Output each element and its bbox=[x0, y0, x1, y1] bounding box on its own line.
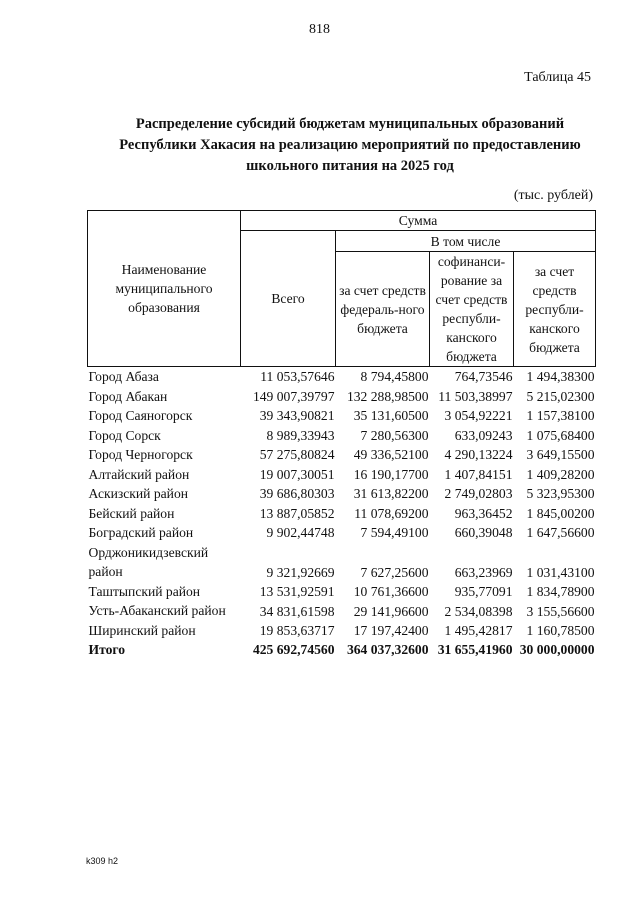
cell-total: 9 321,92669 bbox=[266, 564, 335, 580]
cell-total: 39 343,90821 bbox=[259, 408, 335, 424]
page-number: 818 bbox=[309, 22, 330, 37]
cell-cofinancing: 1 407,84151 bbox=[444, 466, 513, 482]
cell-republican: 3 649,15500 bbox=[526, 447, 595, 463]
cell-cofinancing: 764,73546 bbox=[454, 369, 513, 385]
table-row bbox=[88, 543, 596, 582]
cell-republican: 1 834,78900 bbox=[526, 583, 595, 599]
cell-cofinancing: 31 655,41960 bbox=[437, 642, 513, 658]
header-including: В том числе bbox=[336, 231, 596, 252]
cell-cofinancing: 2 749,02803 bbox=[444, 486, 513, 502]
table-row bbox=[88, 582, 596, 602]
cell-name: Боградский район bbox=[88, 525, 194, 540]
cell-republican: 1 494,38300 bbox=[526, 369, 595, 385]
cell-cofinancing: 2 534,08398 bbox=[444, 603, 513, 619]
cell-name: Усть-Абаканский район bbox=[88, 603, 226, 618]
cell-name: Город Саяногорск bbox=[88, 408, 193, 423]
cell-name: Таштыпский район bbox=[88, 583, 201, 599]
cell-republican: 30 000,00000 bbox=[519, 642, 595, 658]
cell-name: Аскизский район bbox=[88, 486, 189, 501]
header-cofinancing: софинанси-рование за счет средств республи-канского бюджета bbox=[430, 252, 514, 367]
table-row bbox=[88, 601, 596, 621]
cell-republican: 1 157,38100 bbox=[526, 408, 595, 424]
table-label: Таблица 45 bbox=[524, 70, 591, 85]
document-title bbox=[60, 114, 639, 177]
cell-republican: 1 409,28200 bbox=[526, 466, 595, 482]
cell-republican: 5 215,02300 bbox=[526, 388, 595, 404]
cell-federal: 17 197,42400 bbox=[353, 622, 429, 638]
cell-name: Город Абакан bbox=[88, 388, 168, 404]
header-federal: за счет средств федераль-ного бюджета bbox=[336, 252, 430, 367]
cell-total: 425 692,74560 bbox=[252, 642, 335, 658]
table-row bbox=[88, 426, 596, 446]
cell-cofinancing: 1 495,42817 bbox=[444, 622, 513, 638]
cell-federal: 49 336,52100 bbox=[353, 447, 429, 463]
cell-cofinancing: 11 503,38997 bbox=[438, 388, 513, 404]
table-row bbox=[88, 504, 596, 524]
cell-total: 13 887,05852 bbox=[259, 505, 335, 521]
cell-total: 19 853,63717 bbox=[259, 622, 335, 638]
header-republican: за счет средств республи-канского бюджета bbox=[514, 252, 596, 367]
table-row bbox=[88, 387, 596, 407]
title-line: Республики Хакасия на реализацию мероприятий по предоставлению bbox=[119, 137, 581, 153]
cell-cofinancing: 633,09243 bbox=[454, 427, 513, 443]
total-row bbox=[88, 640, 596, 660]
cell-federal: 7 594,49100 bbox=[360, 525, 429, 541]
cell-cofinancing: 935,77091 bbox=[454, 583, 513, 599]
cell-cofinancing: 963,36452 bbox=[454, 505, 513, 521]
cell-name: Город Черногорск bbox=[88, 447, 193, 462]
cell-name: Орджоникидзевский район bbox=[88, 544, 209, 579]
cell-total: 34 831,61598 bbox=[259, 603, 335, 619]
cell-name: Алтайский район bbox=[88, 466, 190, 482]
cell-republican: 1 031,43100 bbox=[526, 564, 595, 580]
cell-republican: 3 155,56600 bbox=[526, 603, 595, 619]
cell-republican: 1 160,78500 bbox=[526, 622, 595, 638]
cell-total: 13 531,92591 bbox=[259, 583, 335, 599]
cell-name: Ширинский район bbox=[88, 622, 196, 638]
table-row bbox=[88, 523, 596, 543]
header-total: Всего bbox=[241, 231, 336, 367]
cell-cofinancing: 660,39048 bbox=[454, 525, 513, 541]
unit-note: (тыс. рублей) bbox=[513, 188, 593, 203]
cell-name: Бейский район bbox=[88, 505, 175, 521]
cell-federal: 10 761,36600 bbox=[353, 583, 429, 599]
cell-federal: 11 078,69200 bbox=[354, 505, 429, 521]
cell-republican: 1 647,56600 bbox=[526, 525, 595, 541]
footer-code: k309 h2 bbox=[86, 856, 119, 866]
header-name: Наименование муниципального образования bbox=[88, 211, 241, 367]
cell-federal: 132 288,98500 bbox=[346, 388, 429, 404]
cell-total: 39 686,80303 bbox=[259, 486, 335, 502]
cell-federal: 16 190,17700 bbox=[353, 466, 429, 482]
cell-federal: 31 613,82200 bbox=[353, 486, 429, 502]
cell-federal: 35 131,60500 bbox=[353, 408, 429, 424]
cell-total: 57 275,80824 bbox=[259, 447, 335, 463]
cell-total: 9 902,44748 bbox=[266, 525, 335, 541]
table-row bbox=[88, 367, 596, 387]
header-sum: Сумма bbox=[241, 211, 596, 231]
cell-federal: 8 794,45800 bbox=[360, 369, 429, 385]
cell-total: 8 989,33943 bbox=[266, 427, 335, 443]
cell-republican: 1 075,68400 bbox=[526, 427, 595, 443]
cell-federal: 29 141,96600 bbox=[353, 603, 429, 619]
cell-total: 19 007,30051 bbox=[259, 466, 335, 482]
cell-federal: 7 627,25600 bbox=[360, 564, 429, 580]
title-line: Распределение субсидий бюджетам муниципальных образований bbox=[135, 116, 565, 132]
table-row bbox=[88, 406, 596, 426]
table-row bbox=[88, 445, 596, 465]
cell-name: Город Сорск bbox=[88, 427, 161, 443]
cell-total: 11 053,57646 bbox=[260, 369, 335, 385]
cell-federal: 7 280,56300 bbox=[360, 427, 429, 443]
cell-federal: 364 037,32600 bbox=[346, 642, 429, 658]
cell-name: Город Абаза bbox=[88, 369, 159, 384]
title-line: школьного питания на 2025 год bbox=[246, 158, 454, 174]
cell-republican: 5 323,95300 bbox=[526, 486, 595, 502]
cell-cofinancing: 663,23969 bbox=[454, 564, 513, 580]
cell-name: Итого bbox=[88, 642, 125, 657]
table-row bbox=[88, 484, 596, 504]
cell-republican: 1 845,00200 bbox=[526, 505, 595, 521]
cell-cofinancing: 3 054,92221 bbox=[444, 408, 513, 424]
cell-total: 149 007,39797 bbox=[252, 388, 335, 404]
cell-cofinancing: 4 290,13224 bbox=[444, 447, 513, 463]
table-row bbox=[88, 621, 596, 641]
table-row bbox=[88, 465, 596, 485]
subsidy-table bbox=[87, 210, 596, 660]
